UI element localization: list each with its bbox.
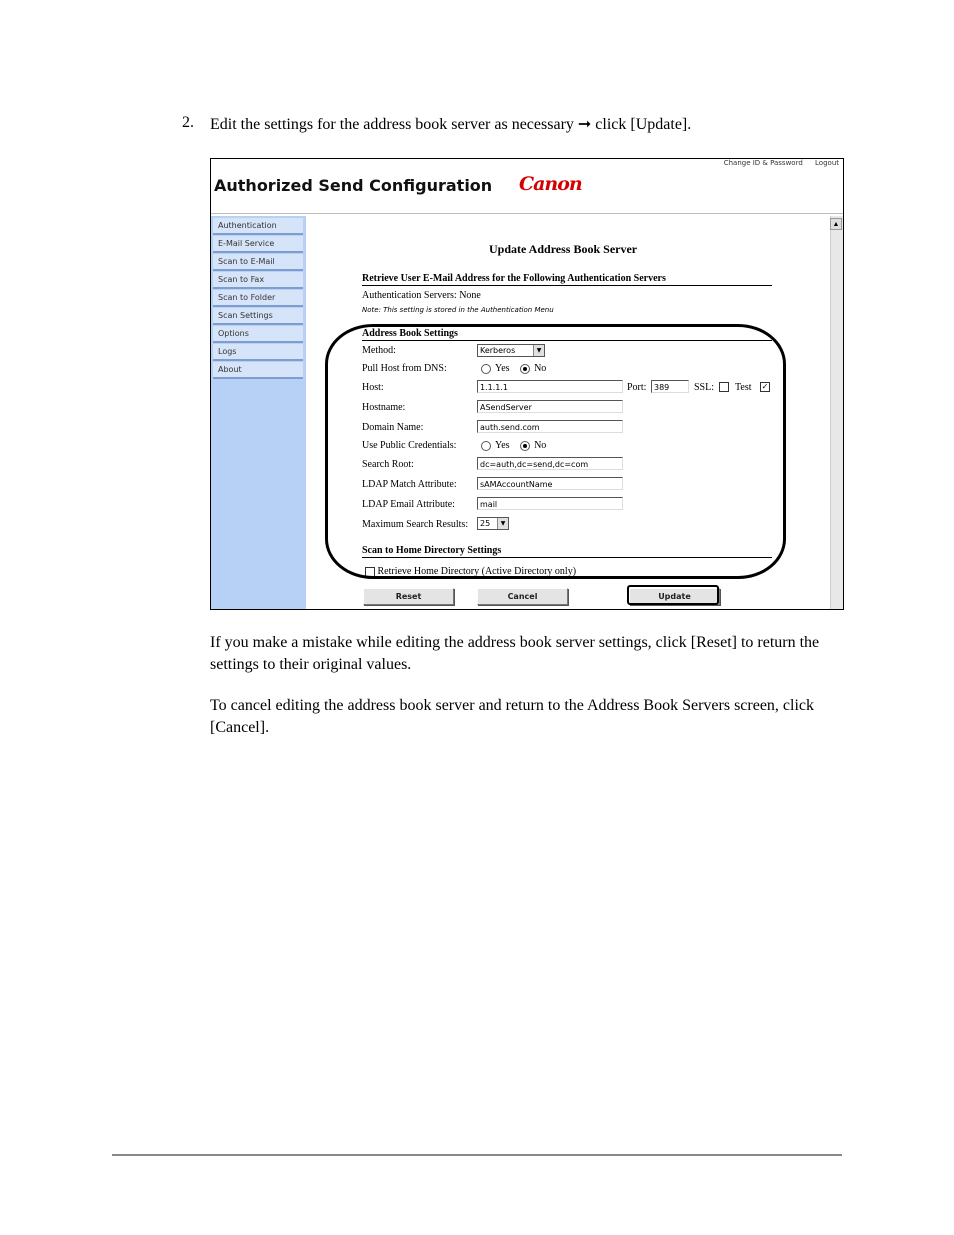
ssl-label: SSL: [694, 382, 715, 393]
scroll-up-arrow-icon[interactable]: ▲ [830, 218, 842, 230]
pull-host-options [481, 363, 546, 374]
retrieve-home-row [365, 566, 576, 577]
settings-note: Note: This setting is stored in the Authentication Menu [362, 306, 554, 314]
sidebar-item-scan-to-folder[interactable]: Scan to Folder [213, 290, 303, 307]
change-password-link[interactable]: Change ID & Password [723, 159, 803, 167]
ldap-match-input[interactable]: sAMAccountName [477, 477, 623, 490]
public-cred-yes-label: Yes [495, 440, 510, 451]
ldap-match-label: LDAP Match Attribute: [362, 479, 457, 490]
update-button[interactable]: Update [629, 588, 720, 605]
logout-link[interactable]: Logout [815, 159, 839, 167]
public-credentials-options [481, 440, 546, 451]
hostname-input[interactable]: ASendServer [477, 400, 623, 413]
paragraph-cancel: To cancel editing the address book server and return to the Address Book Servers screen, click [Cancel]. [210, 697, 815, 736]
sidebar-item-scan-to-email[interactable]: Scan to E-Mail [213, 254, 303, 271]
main-content [307, 216, 829, 609]
public-cred-yes-radio[interactable] [481, 441, 491, 451]
search-root-input[interactable]: dc=auth,dc=send,dc=com [477, 457, 623, 470]
ssl-checkbox[interactable] [719, 382, 729, 392]
address-book-section-heading: Address Book Settings [362, 328, 772, 341]
update-highlight [627, 585, 719, 605]
step-text: Edit the settings for the address book server as necessary ➞ click [Update]. [210, 116, 692, 133]
step-number: 2. [182, 114, 194, 131]
host-label: Host: [362, 382, 384, 393]
footer-rule [112, 1154, 842, 1156]
sidebar-item-scan-to-fax[interactable]: Scan to Fax [213, 272, 303, 289]
screenshot-frame [210, 158, 844, 610]
cancel-button[interactable]: Cancel [477, 588, 568, 605]
chevron-down-icon: ▼ [533, 345, 544, 356]
top-links [714, 159, 839, 167]
method-value: Kerberos [480, 346, 516, 355]
app-title: Authorized Send Configuration [214, 176, 493, 195]
method-label: Method: [362, 345, 396, 356]
method-select[interactable] [477, 344, 545, 357]
pull-host-yes-label: Yes [495, 363, 510, 374]
sidebar-item-options[interactable]: Options [213, 326, 303, 343]
pull-host-label: Pull Host from DNS: [362, 363, 447, 374]
domain-input[interactable]: auth.send.com [477, 420, 623, 433]
pull-host-no-radio[interactable] [520, 364, 530, 374]
port-label: Port: [627, 382, 647, 393]
page-title: Update Address Book Server [489, 242, 638, 256]
max-results-label: Maximum Search Results: [362, 519, 469, 530]
test-checkbox[interactable]: ✓ [761, 382, 769, 391]
sidebar [211, 216, 306, 609]
pull-host-no-label: No [534, 363, 547, 374]
max-results-select[interactable] [477, 517, 509, 530]
test-label: Test [735, 382, 752, 393]
public-cred-no-label: No [534, 440, 547, 451]
retrieve-home-checkbox[interactable] [365, 567, 375, 577]
retrieve-section-heading: Retrieve User E-Mail Address for the Following Authentication Servers [362, 273, 772, 286]
retrieve-home-label: Retrieve Home Directory (Active Directory only) [377, 566, 577, 577]
hostname-label: Hostname: [362, 402, 406, 413]
scrollbar[interactable] [830, 216, 843, 609]
public-cred-no-radio[interactable] [520, 441, 530, 451]
host-input[interactable]: 1.1.1.1 [477, 380, 623, 393]
search-root-label: Search Root: [362, 459, 414, 470]
paragraph-reset: If you make a mistake while editing the address book server settings, click [Reset] to return the settings to their original values. [210, 634, 820, 673]
sidebar-item-logs[interactable]: Logs [213, 344, 303, 361]
pull-host-yes-radio[interactable] [481, 364, 491, 374]
sidebar-item-authentication[interactable]: Authentication [213, 218, 303, 235]
chevron-down-icon: ▼ [497, 518, 508, 529]
domain-label: Domain Name: [362, 422, 424, 433]
ldap-email-input[interactable]: mail [477, 497, 623, 510]
sidebar-item-scan-settings[interactable]: Scan Settings [213, 308, 303, 325]
canon-logo: Canon [519, 173, 582, 195]
auth-servers-text: Authentication Servers: None [362, 290, 481, 301]
public-credentials-label: Use Public Credentials: [362, 440, 457, 451]
max-results-value: 25 [480, 519, 491, 528]
reset-button[interactable]: Reset [363, 588, 454, 605]
sidebar-item-about[interactable]: About [213, 362, 303, 379]
port-input[interactable]: 389 [651, 380, 689, 393]
sidebar-item-email-service[interactable]: E-Mail Service [213, 236, 303, 253]
ldap-email-label: LDAP Email Attribute: [362, 499, 455, 510]
header-divider [211, 213, 843, 214]
home-dir-section-heading: Scan to Home Directory Settings [362, 545, 772, 558]
